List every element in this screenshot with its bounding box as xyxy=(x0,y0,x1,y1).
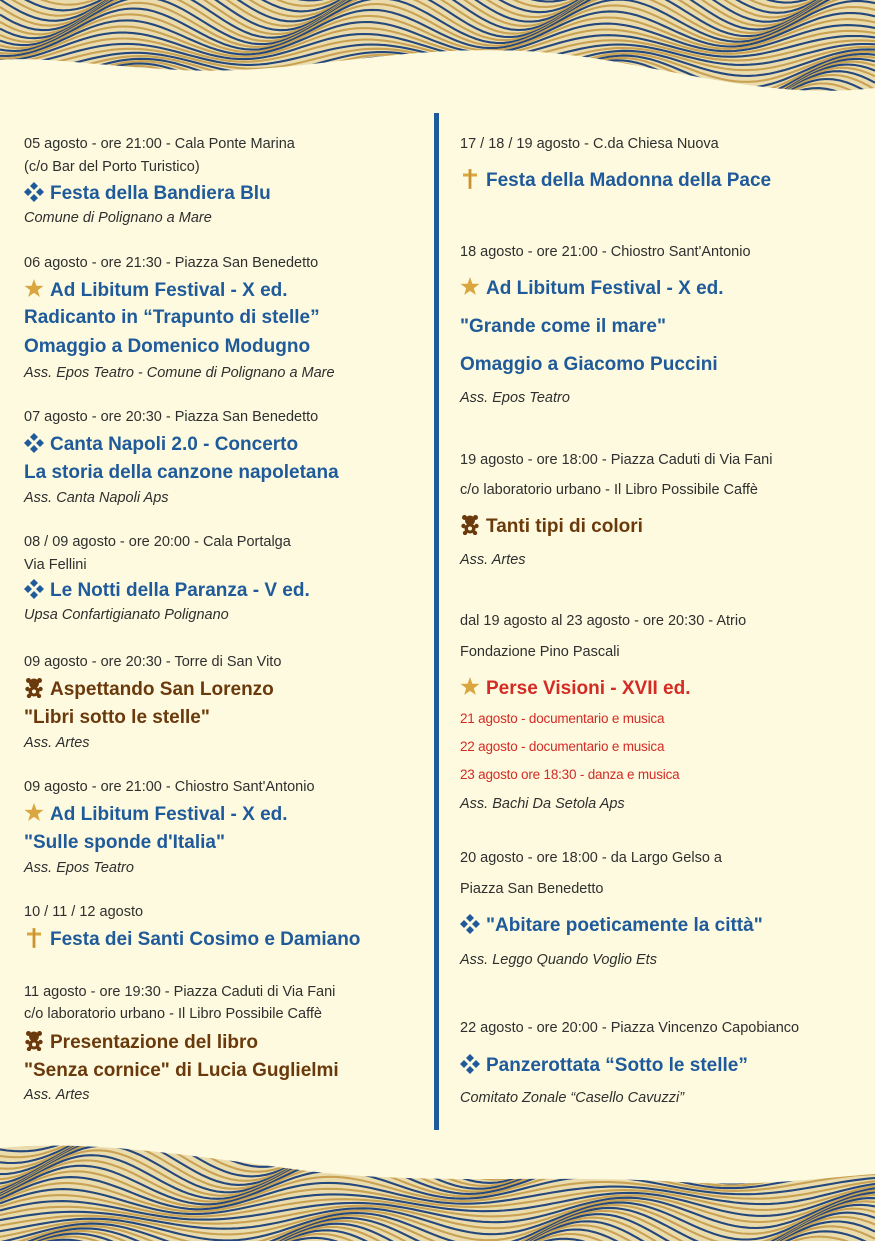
event-info: 09 agosto - ore 20:30 - Torre di San Vito xyxy=(24,654,282,670)
event-organizer: Ass. Epos Teatro xyxy=(460,390,570,406)
event-info: 11 agosto - ore 19:30 - Piazza Caduti di Via Fani xyxy=(24,984,336,1000)
bottom-wave-pattern xyxy=(0,1140,875,1241)
event-title: Presentazione del libro xyxy=(24,1031,258,1054)
four-diamond-icon xyxy=(24,433,48,453)
four-diamond-icon xyxy=(24,579,48,599)
four-diamond-icon xyxy=(460,1054,484,1074)
event-organizer: Upsa Confartigianato Polignano xyxy=(24,607,229,623)
cross-icon xyxy=(460,169,484,189)
event-title-line: "Senza cornice" di Lucia Guglielmi xyxy=(24,1060,339,1081)
event-organizer: Comitato Zonale “Casello Cavuzzi” xyxy=(460,1090,685,1106)
event-info: Via Fellini xyxy=(24,557,87,573)
event-title-line: Radicanto in “Trapunto di stelle” xyxy=(24,307,320,328)
event-title: Le Notti della Paranza - V ed. xyxy=(24,579,310,602)
event-info: Fondazione Pino Pascali xyxy=(460,644,620,660)
four-diamond-icon xyxy=(460,914,484,934)
event-info: 09 agosto - ore 21:00 - Chiostro Sant'Antonio xyxy=(24,779,315,795)
event-title: Festa della Madonna della Pace xyxy=(460,169,771,192)
event-info: c/o laboratorio urbano - Il Libro Possibile Caffè xyxy=(24,1006,322,1022)
event-schedule-line: 22 agosto - documentario e musica xyxy=(460,739,665,754)
event-info: c/o laboratorio urbano - Il Libro Possibile Caffè xyxy=(460,482,758,498)
event-title: Panzerottata “Sotto le stelle” xyxy=(460,1054,748,1077)
event-organizer: Ass. Artes xyxy=(24,1087,90,1103)
event-schedule-line: 23 agosto ore 18:30 - danza e musica xyxy=(460,767,680,782)
event-title: Festa dei Santi Cosimo e Damiano xyxy=(24,928,360,951)
event-organizer: Ass. Artes xyxy=(460,552,526,568)
event-title-line: La storia della canzone napoletana xyxy=(24,462,339,483)
event-organizer: Comune di Polignano a Mare xyxy=(24,210,212,226)
event-info: dal 19 agosto al 23 agosto - ore 20:30 - Atrio xyxy=(460,613,747,629)
teddy-bear-icon xyxy=(24,678,48,698)
event-info: Piazza San Benedetto xyxy=(460,881,604,897)
cross-icon xyxy=(24,928,48,948)
event-info: 17 / 18 / 19 agosto - C.da Chiesa Nuova xyxy=(460,136,719,152)
event-title: Tanti tipi di colori xyxy=(460,515,643,538)
event-info: (c/o Bar del Porto Turistico) xyxy=(24,159,200,175)
event-title: "Abitare poeticamente la città" xyxy=(460,914,763,937)
event-title: Ad Libitum Festival - X ed. xyxy=(460,277,724,300)
event-info: 05 agosto - ore 21:00 - Cala Ponte Marina xyxy=(24,136,295,152)
event-title: Ad Libitum Festival - X ed. xyxy=(24,803,288,826)
event-info: 07 agosto - ore 20:30 - Piazza San Benedetto xyxy=(24,409,319,425)
four-diamond-icon xyxy=(24,182,48,202)
event-title: Perse Visioni - XVII ed. xyxy=(460,677,691,700)
event-title-line: "Grande come il mare" xyxy=(460,316,666,337)
column-divider xyxy=(434,113,439,1130)
star-icon xyxy=(460,677,484,697)
event-info: 08 / 09 agosto - ore 20:00 - Cala Portalga xyxy=(24,534,291,550)
event-title: Aspettando San Lorenzo xyxy=(24,678,274,701)
event-info: 06 agosto - ore 21:30 - Piazza San Benedetto xyxy=(24,255,319,271)
event-title-line: Omaggio a Giacomo Puccini xyxy=(460,354,718,375)
event-title-line: Omaggio a Domenico Modugno xyxy=(24,336,311,357)
event-title: Canta Napoli 2.0 - Concerto xyxy=(24,433,298,456)
event-info: 19 agosto - ore 18:00 - Piazza Caduti di Via Fani xyxy=(460,452,773,468)
top-wave-pattern xyxy=(0,0,875,115)
event-info: 18 agosto - ore 21:00 - Chiostro Sant'Antonio xyxy=(460,244,751,260)
event-info: 20 agosto - ore 18:00 - da Largo Gelso a xyxy=(460,850,722,866)
event-schedule-line: 21 agosto - documentario e musica xyxy=(460,711,665,726)
event-info: 22 agosto - ore 20:00 - Piazza Vincenzo Capobianco xyxy=(460,1020,800,1036)
event-title: Festa della Bandiera Blu xyxy=(24,182,271,205)
star-icon xyxy=(24,279,48,299)
event-organizer: Ass. Epos Teatro xyxy=(24,860,134,876)
event-organizer: Ass. Artes xyxy=(24,735,90,751)
event-organizer: Ass. Leggo Quando Voglio Ets xyxy=(460,952,657,968)
event-title-line: "Sulle sponde d'Italia" xyxy=(24,832,225,853)
event-title-line: "Libri sotto le stelle" xyxy=(24,707,210,728)
teddy-bear-icon xyxy=(460,515,484,535)
event-info: 10 / 11 / 12 agosto xyxy=(24,904,144,920)
event-organizer: Ass. Epos Teatro - Comune di Polignano a Mare xyxy=(24,365,335,381)
star-icon xyxy=(24,803,48,823)
event-organizer: Ass. Bachi Da Setola Aps xyxy=(460,796,625,812)
event-organizer: Ass. Canta Napoli Aps xyxy=(24,490,169,506)
star-icon xyxy=(460,277,484,297)
teddy-bear-icon xyxy=(24,1031,48,1051)
event-title: Ad Libitum Festival - X ed. xyxy=(24,279,288,302)
